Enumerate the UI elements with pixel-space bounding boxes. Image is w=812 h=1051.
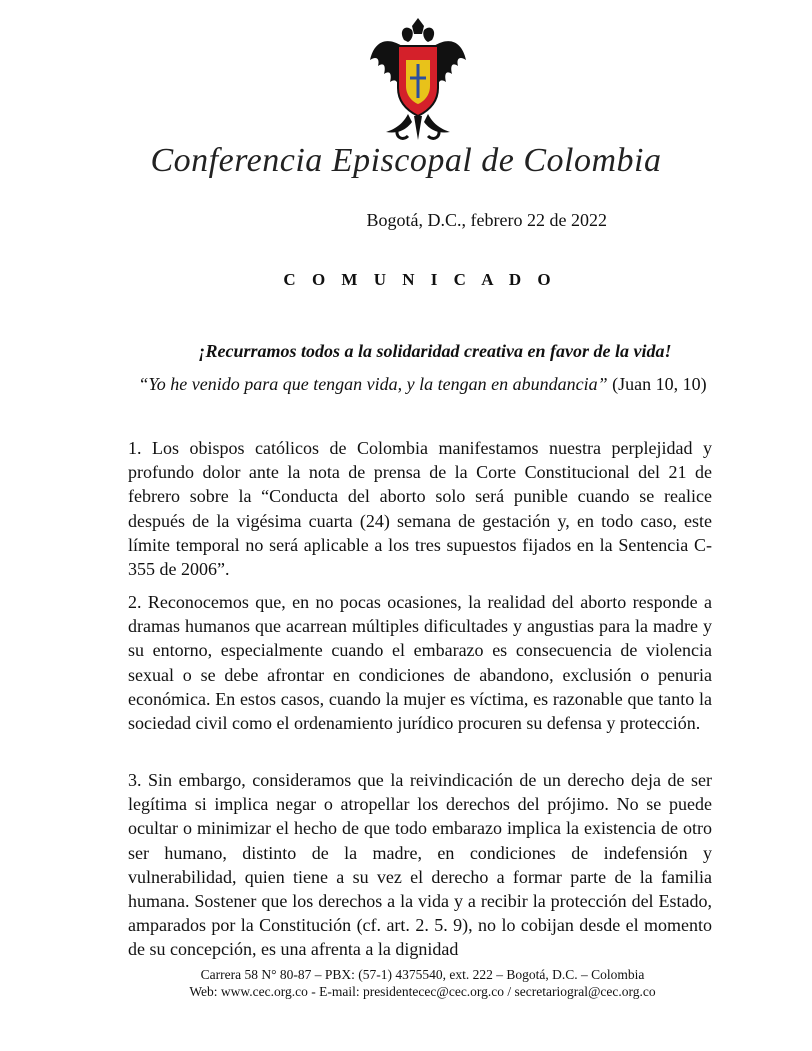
epigraph — [0, 374, 812, 395]
epigraph-quote: “Yo he venido para que tengan vida, y la tengan en abundancia” — [138, 374, 608, 394]
epigraph-reference: (Juan 10, 10) — [612, 374, 707, 394]
footer — [0, 966, 812, 1000]
footer-address: Carrera 58 N° 80-87 – PBX: (57-1) 4375540, ext. 222 – Bogotá, D.C. – Colombia — [200, 967, 645, 982]
document-title: C O M U N I C A D O — [283, 270, 557, 289]
organization-name: Conferencia Episcopal de Colombia — [150, 142, 662, 179]
paragraph-1: 1. Los obispos católicos de Colombia manifestamos nuestra perplejidad y profundo dolor ante la nota de prensa de la Corte Constitucional del 21 de febrero sobre la “Conducta del aborto solo será punible cuando se realice después de la vigésima cuarta (24) semana de gestación y, en todo caso, este límite temporal no será aplicable a los tres supuestos fijados en la Sentencia C-355 de 2006”. — [128, 438, 712, 580]
headline: ¡Recurramos todos a la solidaridad creativa en favor de la vida! — [198, 341, 672, 361]
paragraph-2: 2. Reconocemos que, en no pocas ocasiones, la realidad del aborto responde a dramas humanos que acarrean múltiples dificultades y angustias para la madre y su entorno, especialmente cuando el embarazo es consecuencia de violencia sexual o se debe afrontar en condiciones de abandono, exclusión o penuria económica. En estos casos, cuando la mujer es víctima, es razonable que tanto la sociedad civil como el ordenamiento jurídico procuren su defensa y protección. — [128, 592, 712, 734]
footer-contact: Web: www.cec.org.co - E-mail: presidentecec@cec.org.co / secretariogral@cec.org.co — [189, 984, 656, 999]
date-line: Bogotá, D.C., febrero 22 de 2022 — [366, 210, 607, 230]
paragraph-3: 3. Sin embargo, consideramos que la reivindicación de un derecho deja de ser legítima si implica negar o atropellar los derechos del prójimo. No se puede ocultar o minimizar el hecho de que todo embarazo implica la existencia de otro ser humano, distinto de la madre, en condiciones de indefensión y vulnerabilidad, quien tiene a su vez el derecho a formar parte de la familia humana. Sostener que los derechos a la vida y a recibir la protección del Estado, amparados por la Constitución (cf. art. 2. 5. 9), no lo cobijan desde el momento de su concepción, es una afrenta a la dignidad — [128, 770, 712, 960]
episcopal-eagle-crest-icon — [368, 16, 468, 144]
